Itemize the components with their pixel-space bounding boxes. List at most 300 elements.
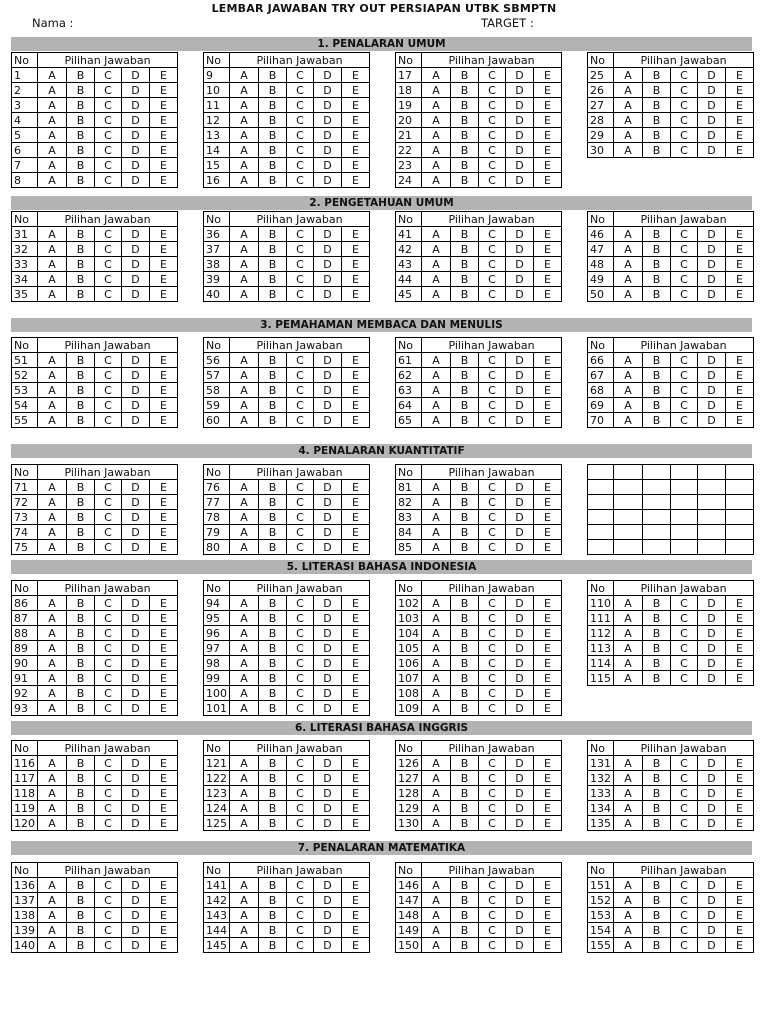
answer-option-c[interactable]: C <box>479 656 506 671</box>
answer-option-e[interactable]: E <box>342 938 370 953</box>
answer-option-b[interactable]: B <box>67 68 95 83</box>
answer-option-c[interactable]: C <box>671 801 698 816</box>
answer-option-e[interactable]: E <box>150 227 178 242</box>
answer-option-e[interactable]: E <box>726 368 754 383</box>
answer-option-b[interactable]: B <box>643 227 671 242</box>
answer-option-a[interactable]: A <box>38 771 67 786</box>
answer-option-a[interactable]: A <box>422 540 451 555</box>
answer-option-b[interactable]: B <box>67 143 95 158</box>
answer-option-d[interactable]: D <box>122 113 150 128</box>
answer-option-b[interactable]: B <box>259 540 287 555</box>
answer-option-e[interactable]: E <box>150 686 178 701</box>
answer-option-b[interactable]: B <box>643 786 671 801</box>
answer-option-e[interactable]: E <box>534 641 562 656</box>
answer-option-a[interactable]: A <box>422 143 451 158</box>
answer-option-a[interactable]: A <box>230 786 259 801</box>
answer-option-d[interactable]: D <box>698 272 726 287</box>
answer-option-a[interactable]: A <box>422 923 451 938</box>
answer-option-e[interactable]: E <box>726 287 754 302</box>
answer-option-e[interactable]: E <box>726 816 754 831</box>
answer-option-e[interactable]: E <box>534 686 562 701</box>
answer-option-e[interactable]: E <box>534 525 562 540</box>
answer-option-d[interactable]: D <box>314 173 342 188</box>
answer-option-a[interactable]: A <box>614 398 643 413</box>
answer-option-e[interactable]: E <box>534 540 562 555</box>
answer-option-d[interactable]: D <box>314 413 342 428</box>
answer-option-c[interactable]: C <box>287 368 314 383</box>
answer-option-b[interactable]: B <box>67 701 95 716</box>
answer-option-e[interactable]: E <box>150 656 178 671</box>
answer-option-b[interactable]: B <box>451 801 479 816</box>
answer-option-d[interactable]: D <box>122 98 150 113</box>
answer-option-c[interactable]: C <box>95 257 122 272</box>
answer-option-c[interactable]: C <box>479 242 506 257</box>
answer-option-c[interactable]: C <box>671 398 698 413</box>
answer-option-a[interactable]: A <box>614 98 643 113</box>
answer-option-d[interactable]: D <box>698 83 726 98</box>
answer-option-c[interactable]: C <box>95 540 122 555</box>
answer-option-e[interactable]: E <box>534 113 562 128</box>
answer-option-b[interactable]: B <box>259 893 287 908</box>
answer-option-a[interactable]: A <box>422 656 451 671</box>
answer-option-a[interactable]: A <box>38 510 67 525</box>
answer-option-b[interactable]: B <box>451 701 479 716</box>
answer-option-c[interactable]: C <box>95 893 122 908</box>
answer-option-c[interactable]: C <box>95 383 122 398</box>
answer-option-a[interactable]: A <box>230 641 259 656</box>
answer-option-e[interactable]: E <box>534 353 562 368</box>
answer-option-e[interactable]: E <box>534 938 562 953</box>
answer-option-a[interactable]: A <box>230 893 259 908</box>
answer-option-c[interactable]: C <box>671 272 698 287</box>
answer-option-d[interactable]: D <box>506 287 534 302</box>
answer-option-b[interactable]: B <box>451 143 479 158</box>
answer-option-d[interactable]: D <box>314 98 342 113</box>
answer-option-e[interactable]: E <box>150 510 178 525</box>
answer-option-b[interactable]: B <box>67 398 95 413</box>
answer-option-e[interactable]: E <box>726 143 754 158</box>
answer-option-e[interactable]: E <box>726 83 754 98</box>
answer-option-d[interactable]: D <box>122 540 150 555</box>
answer-option-d[interactable]: D <box>698 908 726 923</box>
answer-option-b[interactable]: B <box>643 413 671 428</box>
answer-option-a[interactable]: A <box>614 611 643 626</box>
answer-option-a[interactable]: A <box>614 368 643 383</box>
answer-option-d[interactable]: D <box>122 287 150 302</box>
answer-option-a[interactable]: A <box>38 878 67 893</box>
answer-option-d[interactable]: D <box>314 626 342 641</box>
answer-option-c[interactable]: C <box>287 938 314 953</box>
answer-option-d[interactable]: D <box>314 68 342 83</box>
answer-option-c[interactable]: C <box>287 893 314 908</box>
answer-option-e[interactable]: E <box>726 938 754 953</box>
answer-option-d[interactable]: D <box>506 801 534 816</box>
answer-option-e[interactable]: E <box>342 878 370 893</box>
answer-option-a[interactable]: A <box>38 495 67 510</box>
answer-option-c[interactable]: C <box>479 68 506 83</box>
answer-option-d[interactable]: D <box>506 510 534 525</box>
answer-option-b[interactable]: B <box>259 816 287 831</box>
answer-option-d[interactable]: D <box>314 353 342 368</box>
answer-option-b[interactable]: B <box>259 596 287 611</box>
answer-option-e[interactable]: E <box>534 893 562 908</box>
answer-option-b[interactable]: B <box>259 495 287 510</box>
answer-option-b[interactable]: B <box>643 878 671 893</box>
answer-option-e[interactable]: E <box>150 113 178 128</box>
answer-option-e[interactable]: E <box>726 893 754 908</box>
answer-option-c[interactable]: C <box>479 480 506 495</box>
answer-option-b[interactable]: B <box>451 68 479 83</box>
answer-option-c[interactable]: C <box>95 113 122 128</box>
answer-option-e[interactable]: E <box>150 893 178 908</box>
answer-option-d[interactable]: D <box>698 257 726 272</box>
answer-option-d[interactable]: D <box>122 242 150 257</box>
answer-option-e[interactable]: E <box>534 923 562 938</box>
answer-option-d[interactable]: D <box>122 908 150 923</box>
answer-option-e[interactable]: E <box>150 398 178 413</box>
answer-option-a[interactable]: A <box>230 383 259 398</box>
answer-option-b[interactable]: B <box>451 158 479 173</box>
answer-option-a[interactable]: A <box>422 816 451 831</box>
answer-option-d[interactable]: D <box>122 686 150 701</box>
answer-option-b[interactable]: B <box>451 257 479 272</box>
answer-option-d[interactable]: D <box>122 510 150 525</box>
answer-option-b[interactable]: B <box>451 98 479 113</box>
answer-option-e[interactable]: E <box>726 242 754 257</box>
answer-option-e[interactable]: E <box>342 98 370 113</box>
answer-option-d[interactable]: D <box>122 227 150 242</box>
answer-option-d[interactable]: D <box>506 878 534 893</box>
answer-option-c[interactable]: C <box>95 756 122 771</box>
answer-option-e[interactable]: E <box>150 383 178 398</box>
answer-option-c[interactable]: C <box>287 98 314 113</box>
answer-option-c[interactable]: C <box>479 611 506 626</box>
answer-option-a[interactable]: A <box>614 257 643 272</box>
answer-option-d[interactable]: D <box>506 113 534 128</box>
answer-option-b[interactable]: B <box>259 173 287 188</box>
answer-option-a[interactable]: A <box>614 383 643 398</box>
answer-option-a[interactable]: A <box>614 413 643 428</box>
answer-option-a[interactable]: A <box>614 938 643 953</box>
answer-option-b[interactable]: B <box>67 287 95 302</box>
answer-option-b[interactable]: B <box>451 540 479 555</box>
answer-option-e[interactable]: E <box>150 756 178 771</box>
answer-option-d[interactable]: D <box>314 143 342 158</box>
answer-option-c[interactable]: C <box>479 128 506 143</box>
answer-option-b[interactable]: B <box>67 671 95 686</box>
answer-option-d[interactable]: D <box>698 786 726 801</box>
answer-option-b[interactable]: B <box>67 641 95 656</box>
answer-option-a[interactable]: A <box>614 756 643 771</box>
answer-option-a[interactable]: A <box>614 353 643 368</box>
answer-option-a[interactable]: A <box>614 596 643 611</box>
answer-option-b[interactable]: B <box>643 83 671 98</box>
answer-option-c[interactable]: C <box>479 413 506 428</box>
answer-option-a[interactable]: A <box>230 398 259 413</box>
answer-option-c[interactable]: C <box>287 878 314 893</box>
answer-option-b[interactable]: B <box>67 353 95 368</box>
answer-option-a[interactable]: A <box>422 173 451 188</box>
answer-option-e[interactable]: E <box>150 242 178 257</box>
answer-option-d[interactable]: D <box>314 272 342 287</box>
answer-option-b[interactable]: B <box>451 353 479 368</box>
answer-option-a[interactable]: A <box>230 368 259 383</box>
answer-option-b[interactable]: B <box>67 893 95 908</box>
answer-option-e[interactable]: E <box>534 510 562 525</box>
answer-option-a[interactable]: A <box>422 510 451 525</box>
answer-option-c[interactable]: C <box>95 611 122 626</box>
answer-option-a[interactable]: A <box>38 923 67 938</box>
answer-option-c[interactable]: C <box>287 596 314 611</box>
answer-option-a[interactable]: A <box>422 68 451 83</box>
answer-option-c[interactable]: C <box>287 771 314 786</box>
answer-option-b[interactable]: B <box>643 257 671 272</box>
answer-option-c[interactable]: C <box>479 641 506 656</box>
answer-option-a[interactable]: A <box>230 626 259 641</box>
answer-option-c[interactable]: C <box>287 383 314 398</box>
answer-option-c[interactable]: C <box>479 287 506 302</box>
answer-option-a[interactable]: A <box>230 611 259 626</box>
answer-option-d[interactable]: D <box>122 398 150 413</box>
answer-option-d[interactable]: D <box>698 143 726 158</box>
answer-option-d[interactable]: D <box>314 242 342 257</box>
answer-option-d[interactable]: D <box>314 540 342 555</box>
answer-option-b[interactable]: B <box>259 938 287 953</box>
answer-option-a[interactable]: A <box>422 786 451 801</box>
answer-option-c[interactable]: C <box>95 173 122 188</box>
answer-option-c[interactable]: C <box>287 83 314 98</box>
answer-option-b[interactable]: B <box>451 816 479 831</box>
answer-option-e[interactable]: E <box>150 671 178 686</box>
answer-option-d[interactable]: D <box>122 173 150 188</box>
answer-option-a[interactable]: A <box>230 756 259 771</box>
answer-option-c[interactable]: C <box>95 626 122 641</box>
answer-option-d[interactable]: D <box>314 938 342 953</box>
answer-option-c[interactable]: C <box>671 242 698 257</box>
answer-option-e[interactable]: E <box>534 626 562 641</box>
answer-option-c[interactable]: C <box>479 173 506 188</box>
answer-option-c[interactable]: C <box>671 368 698 383</box>
answer-option-b[interactable]: B <box>451 641 479 656</box>
answer-option-c[interactable]: C <box>287 413 314 428</box>
answer-option-d[interactable]: D <box>506 540 534 555</box>
answer-option-b[interactable]: B <box>67 480 95 495</box>
answer-option-c[interactable]: C <box>287 656 314 671</box>
answer-option-a[interactable]: A <box>38 143 67 158</box>
answer-option-c[interactable]: C <box>287 353 314 368</box>
answer-option-a[interactable]: A <box>230 272 259 287</box>
answer-option-d[interactable]: D <box>314 893 342 908</box>
answer-option-e[interactable]: E <box>342 771 370 786</box>
answer-option-c[interactable]: C <box>287 786 314 801</box>
answer-option-e[interactable]: E <box>534 257 562 272</box>
answer-option-e[interactable]: E <box>726 641 754 656</box>
answer-option-a[interactable]: A <box>230 158 259 173</box>
answer-option-a[interactable]: A <box>422 353 451 368</box>
answer-option-b[interactable]: B <box>451 923 479 938</box>
answer-option-e[interactable]: E <box>726 671 754 686</box>
answer-option-c[interactable]: C <box>287 143 314 158</box>
answer-option-d[interactable]: D <box>122 801 150 816</box>
answer-option-c[interactable]: C <box>479 701 506 716</box>
answer-option-a[interactable]: A <box>38 671 67 686</box>
answer-option-e[interactable]: E <box>150 611 178 626</box>
answer-option-b[interactable]: B <box>451 287 479 302</box>
answer-option-e[interactable]: E <box>150 128 178 143</box>
answer-option-a[interactable]: A <box>38 368 67 383</box>
answer-option-c[interactable]: C <box>671 287 698 302</box>
answer-option-a[interactable]: A <box>38 641 67 656</box>
answer-option-a[interactable]: A <box>230 113 259 128</box>
answer-option-b[interactable]: B <box>451 480 479 495</box>
answer-option-b[interactable]: B <box>643 771 671 786</box>
answer-option-d[interactable]: D <box>506 893 534 908</box>
answer-option-b[interactable]: B <box>259 227 287 242</box>
answer-option-d[interactable]: D <box>506 480 534 495</box>
answer-option-c[interactable]: C <box>671 756 698 771</box>
answer-option-d[interactable]: D <box>506 383 534 398</box>
answer-option-c[interactable]: C <box>95 128 122 143</box>
answer-option-e[interactable]: E <box>150 816 178 831</box>
answer-option-d[interactable]: D <box>506 786 534 801</box>
answer-option-a[interactable]: A <box>422 641 451 656</box>
answer-option-e[interactable]: E <box>150 626 178 641</box>
answer-option-d[interactable]: D <box>122 368 150 383</box>
answer-option-e[interactable]: E <box>726 626 754 641</box>
answer-option-b[interactable]: B <box>643 626 671 641</box>
answer-option-c[interactable]: C <box>95 68 122 83</box>
answer-option-d[interactable]: D <box>698 893 726 908</box>
answer-option-a[interactable]: A <box>38 893 67 908</box>
answer-option-e[interactable]: E <box>342 801 370 816</box>
answer-option-a[interactable]: A <box>422 686 451 701</box>
answer-option-e[interactable]: E <box>150 173 178 188</box>
answer-option-a[interactable]: A <box>38 83 67 98</box>
answer-option-c[interactable]: C <box>479 398 506 413</box>
answer-option-b[interactable]: B <box>643 113 671 128</box>
answer-option-b[interactable]: B <box>451 756 479 771</box>
answer-option-d[interactable]: D <box>314 596 342 611</box>
answer-option-b[interactable]: B <box>643 816 671 831</box>
answer-option-d[interactable]: D <box>314 701 342 716</box>
answer-option-a[interactable]: A <box>38 540 67 555</box>
answer-option-b[interactable]: B <box>259 626 287 641</box>
answer-option-d[interactable]: D <box>506 272 534 287</box>
answer-option-a[interactable]: A <box>38 113 67 128</box>
answer-option-a[interactable]: A <box>614 128 643 143</box>
answer-option-a[interactable]: A <box>230 83 259 98</box>
answer-option-e[interactable]: E <box>342 143 370 158</box>
answer-option-b[interactable]: B <box>643 908 671 923</box>
answer-option-c[interactable]: C <box>479 83 506 98</box>
answer-option-e[interactable]: E <box>150 83 178 98</box>
answer-option-a[interactable]: A <box>230 510 259 525</box>
answer-option-c[interactable]: C <box>479 525 506 540</box>
answer-option-e[interactable]: E <box>342 68 370 83</box>
answer-option-a[interactable]: A <box>614 816 643 831</box>
answer-option-c[interactable]: C <box>479 786 506 801</box>
answer-option-e[interactable]: E <box>342 816 370 831</box>
answer-option-d[interactable]: D <box>122 878 150 893</box>
answer-option-c[interactable]: C <box>287 257 314 272</box>
answer-option-a[interactable]: A <box>230 596 259 611</box>
answer-option-e[interactable]: E <box>726 353 754 368</box>
answer-option-d[interactable]: D <box>506 143 534 158</box>
answer-option-c[interactable]: C <box>671 596 698 611</box>
answer-option-e[interactable]: E <box>150 158 178 173</box>
answer-option-b[interactable]: B <box>259 878 287 893</box>
answer-option-d[interactable]: D <box>698 756 726 771</box>
answer-option-a[interactable]: A <box>422 908 451 923</box>
answer-option-d[interactable]: D <box>314 611 342 626</box>
answer-option-d[interactable]: D <box>122 128 150 143</box>
answer-option-b[interactable]: B <box>67 510 95 525</box>
answer-option-d[interactable]: D <box>122 83 150 98</box>
answer-option-c[interactable]: C <box>671 611 698 626</box>
answer-option-a[interactable]: A <box>230 671 259 686</box>
answer-option-a[interactable]: A <box>422 158 451 173</box>
answer-option-c[interactable]: C <box>671 923 698 938</box>
answer-option-a[interactable]: A <box>614 626 643 641</box>
answer-option-c[interactable]: C <box>671 128 698 143</box>
answer-option-a[interactable]: A <box>614 287 643 302</box>
answer-option-e[interactable]: E <box>534 908 562 923</box>
answer-option-d[interactable]: D <box>698 641 726 656</box>
answer-option-e[interactable]: E <box>342 158 370 173</box>
answer-option-c[interactable]: C <box>287 611 314 626</box>
answer-option-d[interactable]: D <box>698 413 726 428</box>
answer-option-d[interactable]: D <box>698 287 726 302</box>
answer-option-a[interactable]: A <box>38 525 67 540</box>
answer-option-d[interactable]: D <box>698 923 726 938</box>
answer-option-b[interactable]: B <box>67 786 95 801</box>
answer-option-e[interactable]: E <box>342 368 370 383</box>
answer-option-b[interactable]: B <box>259 656 287 671</box>
answer-option-e[interactable]: E <box>150 257 178 272</box>
answer-option-b[interactable]: B <box>451 671 479 686</box>
answer-option-d[interactable]: D <box>698 98 726 113</box>
answer-option-a[interactable]: A <box>230 923 259 938</box>
answer-option-b[interactable]: B <box>643 611 671 626</box>
answer-option-c[interactable]: C <box>479 540 506 555</box>
answer-option-e[interactable]: E <box>342 701 370 716</box>
answer-option-d[interactable]: D <box>314 383 342 398</box>
answer-option-d[interactable]: D <box>314 786 342 801</box>
answer-option-b[interactable]: B <box>451 686 479 701</box>
answer-option-e[interactable]: E <box>342 686 370 701</box>
answer-option-a[interactable]: A <box>230 287 259 302</box>
answer-option-d[interactable]: D <box>506 525 534 540</box>
answer-option-a[interactable]: A <box>38 242 67 257</box>
answer-option-e[interactable]: E <box>726 771 754 786</box>
answer-option-b[interactable]: B <box>259 143 287 158</box>
answer-option-c[interactable]: C <box>95 272 122 287</box>
answer-option-e[interactable]: E <box>726 413 754 428</box>
answer-option-a[interactable]: A <box>38 938 67 953</box>
answer-option-e[interactable]: E <box>342 413 370 428</box>
answer-option-d[interactable]: D <box>122 641 150 656</box>
answer-option-c[interactable]: C <box>95 353 122 368</box>
answer-option-d[interactable]: D <box>506 353 534 368</box>
answer-option-d[interactable]: D <box>698 398 726 413</box>
answer-option-c[interactable]: C <box>287 272 314 287</box>
answer-option-b[interactable]: B <box>259 801 287 816</box>
answer-option-a[interactable]: A <box>38 383 67 398</box>
answer-option-b[interactable]: B <box>67 383 95 398</box>
answer-option-d[interactable]: D <box>506 128 534 143</box>
answer-option-d[interactable]: D <box>122 701 150 716</box>
answer-option-b[interactable]: B <box>67 878 95 893</box>
